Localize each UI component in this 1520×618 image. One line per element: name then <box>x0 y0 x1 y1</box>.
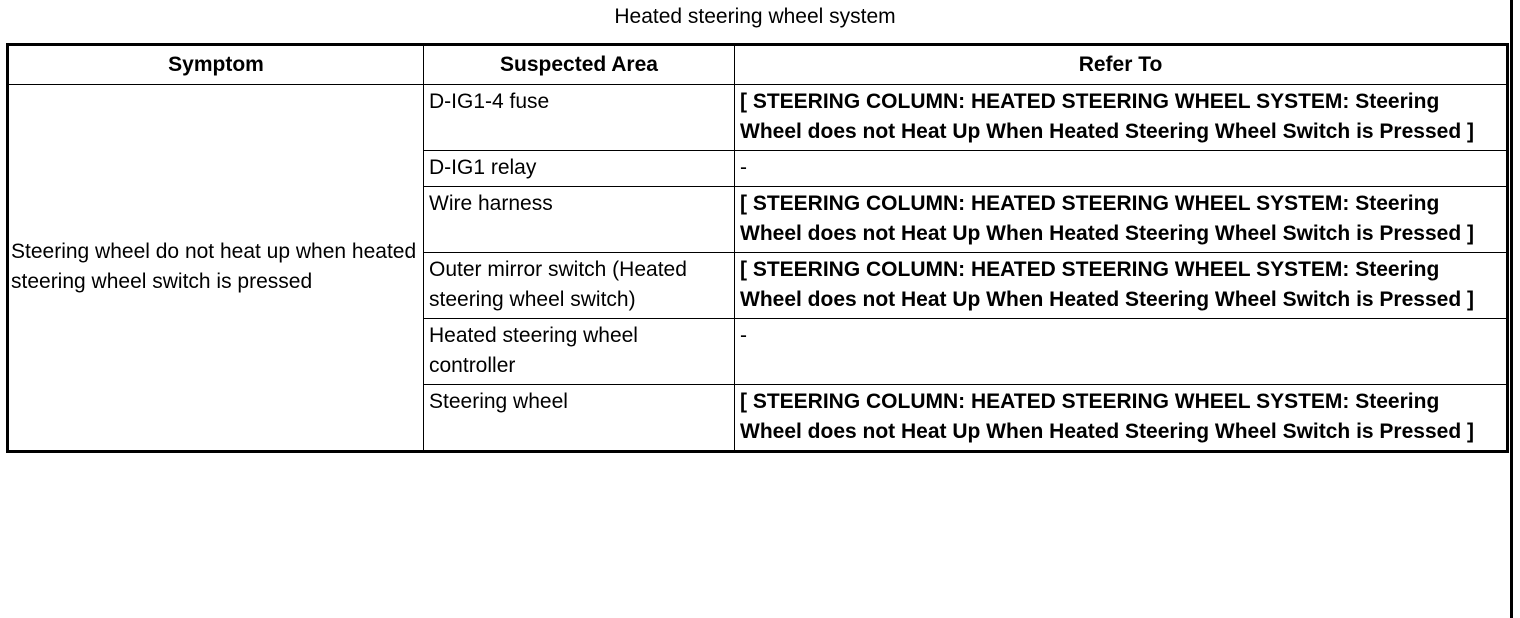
column-header-symptom: Symptom <box>8 45 424 85</box>
suspected-area-cell: Wire harness <box>424 187 735 253</box>
page-title: Heated steering wheel system <box>614 5 896 28</box>
refer-to-link[interactable]: [ STEERING COLUMN: HEATED STEERING WHEEL SYSTEM: Steering Wheel does not Heat Up When Heated Steering Wheel Switch is Pressed ] <box>735 253 1508 319</box>
column-header-refer-to: Refer To <box>735 45 1508 85</box>
page-edge-line <box>1510 0 1513 618</box>
refer-to-link[interactable]: [ STEERING COLUMN: HEATED STEERING WHEEL SYSTEM: Steering Wheel does not Heat Up When Heated Steering Wheel Switch is Pressed ] <box>735 187 1508 253</box>
table-header-row <box>8 45 1508 85</box>
suspected-area-cell: D-IG1 relay <box>424 151 735 187</box>
refer-to-cell: - <box>735 319 1508 385</box>
column-header-suspected-area: Suspected Area <box>424 45 735 85</box>
table-row <box>8 85 1508 151</box>
refer-to-cell: - <box>735 151 1508 187</box>
suspected-area-cell: Steering wheel <box>424 385 735 452</box>
suspected-area-cell: Heated steering wheel controller <box>424 319 735 385</box>
refer-to-link[interactable]: [ STEERING COLUMN: HEATED STEERING WHEEL SYSTEM: Steering Wheel does not Heat Up When Heated Steering Wheel Switch is Pressed ] <box>735 85 1508 151</box>
symptom-table <box>6 43 1509 453</box>
refer-to-link[interactable]: [ STEERING COLUMN: HEATED STEERING WHEEL SYSTEM: Steering Wheel does not Heat Up When Heated Steering Wheel Switch is Pressed ] <box>735 385 1508 452</box>
suspected-area-cell: Outer mirror switch (Heated steering wheel switch) <box>424 253 735 319</box>
symptom-cell: Steering wheel do not heat up when heated steering wheel switch is pressed <box>8 85 424 452</box>
suspected-area-cell: D-IG1-4 fuse <box>424 85 735 151</box>
